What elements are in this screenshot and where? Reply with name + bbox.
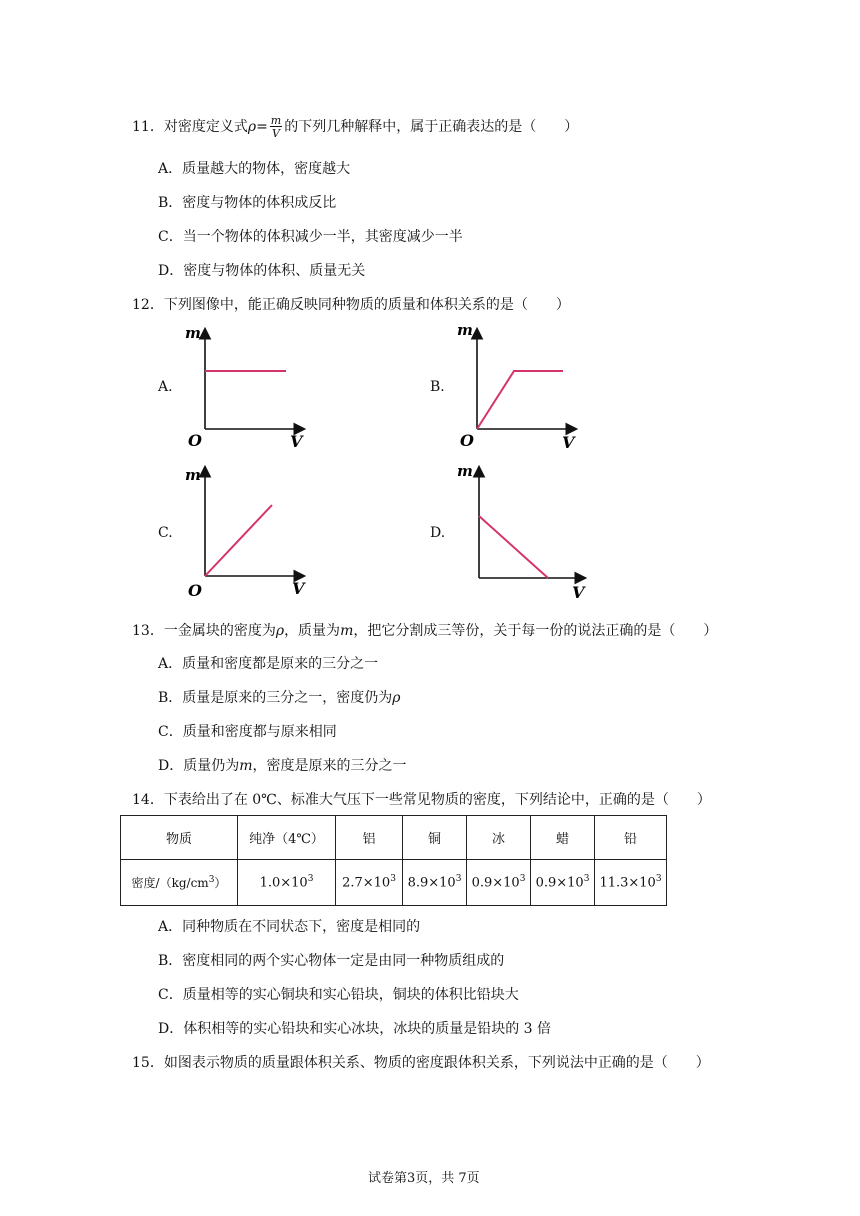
density-table-header-row	[121, 816, 667, 860]
value-base: 11.3×10	[599, 875, 656, 891]
graph-a-v-label: V	[290, 432, 303, 450]
q13-option-d-text-b: ，密度是原来的三分之一	[252, 758, 407, 774]
graph-c	[180, 462, 310, 602]
q11-frac-num: m	[270, 114, 282, 127]
row-label-end: ）	[214, 876, 227, 890]
graph-a-o-label: O	[188, 431, 202, 450]
graph-d-label: D.	[430, 525, 446, 541]
q11-stem	[132, 115, 578, 139]
page-footer: 试卷第3页，共 7页	[368, 1171, 480, 1186]
q11-frac-den: V	[272, 127, 280, 140]
value-base: 1.0×10	[259, 875, 308, 891]
value-exp: 3	[390, 874, 396, 885]
graph-c-v-label: V	[292, 579, 305, 598]
table-cell	[403, 860, 467, 906]
q13-option-c: C．质量和密度都与原来相同	[158, 724, 337, 740]
value-exp: 3	[519, 874, 526, 885]
q11-rho: ρ	[247, 119, 257, 135]
table-row-label	[121, 860, 238, 906]
graph-d-m-label: m	[457, 462, 473, 480]
table-cell	[238, 860, 336, 906]
graph-b-v-label: V	[562, 433, 575, 450]
q13-option-b	[158, 687, 401, 707]
q13-option-a: A．质量和密度都是原来的三分之一	[158, 656, 379, 672]
value-exp: 3	[655, 874, 662, 885]
q14-option-d: D．体积相等的实心铅块和实心冰块，冰块的质量是铅块的 3 倍	[158, 1021, 552, 1037]
graph-c-m-label: m	[185, 466, 201, 484]
table-cell	[531, 860, 595, 906]
q13-text-c: ，把它分割成三等份，关于每一份的说法正确的是（ ）	[353, 623, 718, 639]
value-base: 0.9×10	[535, 875, 584, 891]
table-cell	[467, 860, 531, 906]
value-exp: 3	[455, 874, 462, 885]
q13-option-d-text-a: D．质量仍为	[158, 758, 240, 774]
table-header-cell: 物质	[121, 816, 238, 860]
graph-b-line	[477, 371, 563, 429]
table-header-cell: 铝	[336, 816, 403, 860]
table-header-cell: 冰	[467, 816, 531, 860]
q11-eq: =	[256, 119, 268, 135]
table-header-cell: 纯净（4℃）	[238, 816, 336, 860]
graph-d	[454, 462, 594, 602]
table-header-cell: 蜡	[531, 816, 595, 860]
row-label-sup: 3	[208, 875, 215, 885]
q14-stem: 14．下表给出了在 0℃、标准大气压下一些常见物质的密度，下列结论中，正确的是（ ）	[132, 792, 711, 808]
table-header-cell: 铜	[403, 816, 467, 860]
table-cell	[336, 860, 403, 906]
row-label-text: 密度/（kg/cm	[131, 876, 209, 890]
graph-a-m-label: m	[185, 324, 201, 342]
q13-option-d-m: m	[239, 758, 253, 774]
q11-fraction	[270, 115, 282, 139]
q11-prefix: 11．对密度定义式	[132, 119, 248, 135]
graph-c-o-label: O	[188, 581, 202, 600]
graph-d-v-label: V	[572, 583, 585, 602]
q13-rho: ρ	[275, 623, 285, 639]
graph-d-line	[479, 516, 548, 578]
graph-a-label: A.	[158, 379, 173, 395]
graph-b-label: B.	[430, 379, 445, 395]
table-header-cell: 铅	[595, 816, 667, 860]
value-base: 0.9×10	[471, 875, 520, 891]
value-base: 8.9×10	[407, 875, 456, 891]
q11-option-d: D．密度与物体的体积、质量无关	[158, 263, 366, 279]
q12-stem: 12．下列图像中，能正确反映同种物质的质量和体积关系的是（ ）	[132, 297, 570, 313]
q15-stem: 15．如图表示物质的质量跟体积关系、物质的密度跟体积关系，下列说法中正确的是（ ）	[132, 1055, 710, 1071]
q13-option-b-text: B．质量是原来的三分之一，密度仍为	[158, 690, 393, 706]
q14-option-a: A．同种物质在不同状态下，密度是相同的	[158, 919, 421, 935]
graph-c-label: C.	[158, 525, 173, 541]
density-table	[120, 815, 667, 906]
q13-text-b: ，质量为	[284, 623, 341, 639]
q14-option-b: B．密度相同的两个实心物体一定是由同一种物质组成的	[158, 953, 505, 969]
q13-option-d	[158, 755, 407, 775]
q13-option-b-rho: ρ	[392, 690, 401, 706]
graph-b	[452, 320, 582, 450]
q11-suffix: 的下列几种解释中，属于正确表达的是（ ）	[284, 119, 579, 135]
q13-stem	[132, 620, 717, 640]
q11-option-b: B．密度与物体的体积成反比	[158, 195, 337, 211]
value-base: 2.7×10	[342, 875, 391, 891]
graph-b-m-label: m	[457, 321, 473, 339]
q14-option-c: C．质量相等的实心铜块和实心铅块，铜块的体积比铅块大	[158, 987, 519, 1003]
value-exp: 3	[307, 874, 314, 885]
density-table-value-row	[121, 860, 667, 906]
graph-a	[180, 320, 310, 450]
q13-m: m	[340, 623, 354, 639]
q11-option-c: C．当一个物体的体积减少一半，其密度减少一半	[158, 229, 463, 245]
q11-option-a: A．质量越大的物体，密度越大	[158, 161, 351, 177]
value-exp: 3	[583, 874, 590, 885]
graph-b-o-label: O	[460, 431, 474, 450]
table-cell	[595, 860, 667, 906]
q13-text-a: 13．一金属块的密度为	[132, 623, 276, 639]
graph-c-line	[205, 505, 272, 576]
